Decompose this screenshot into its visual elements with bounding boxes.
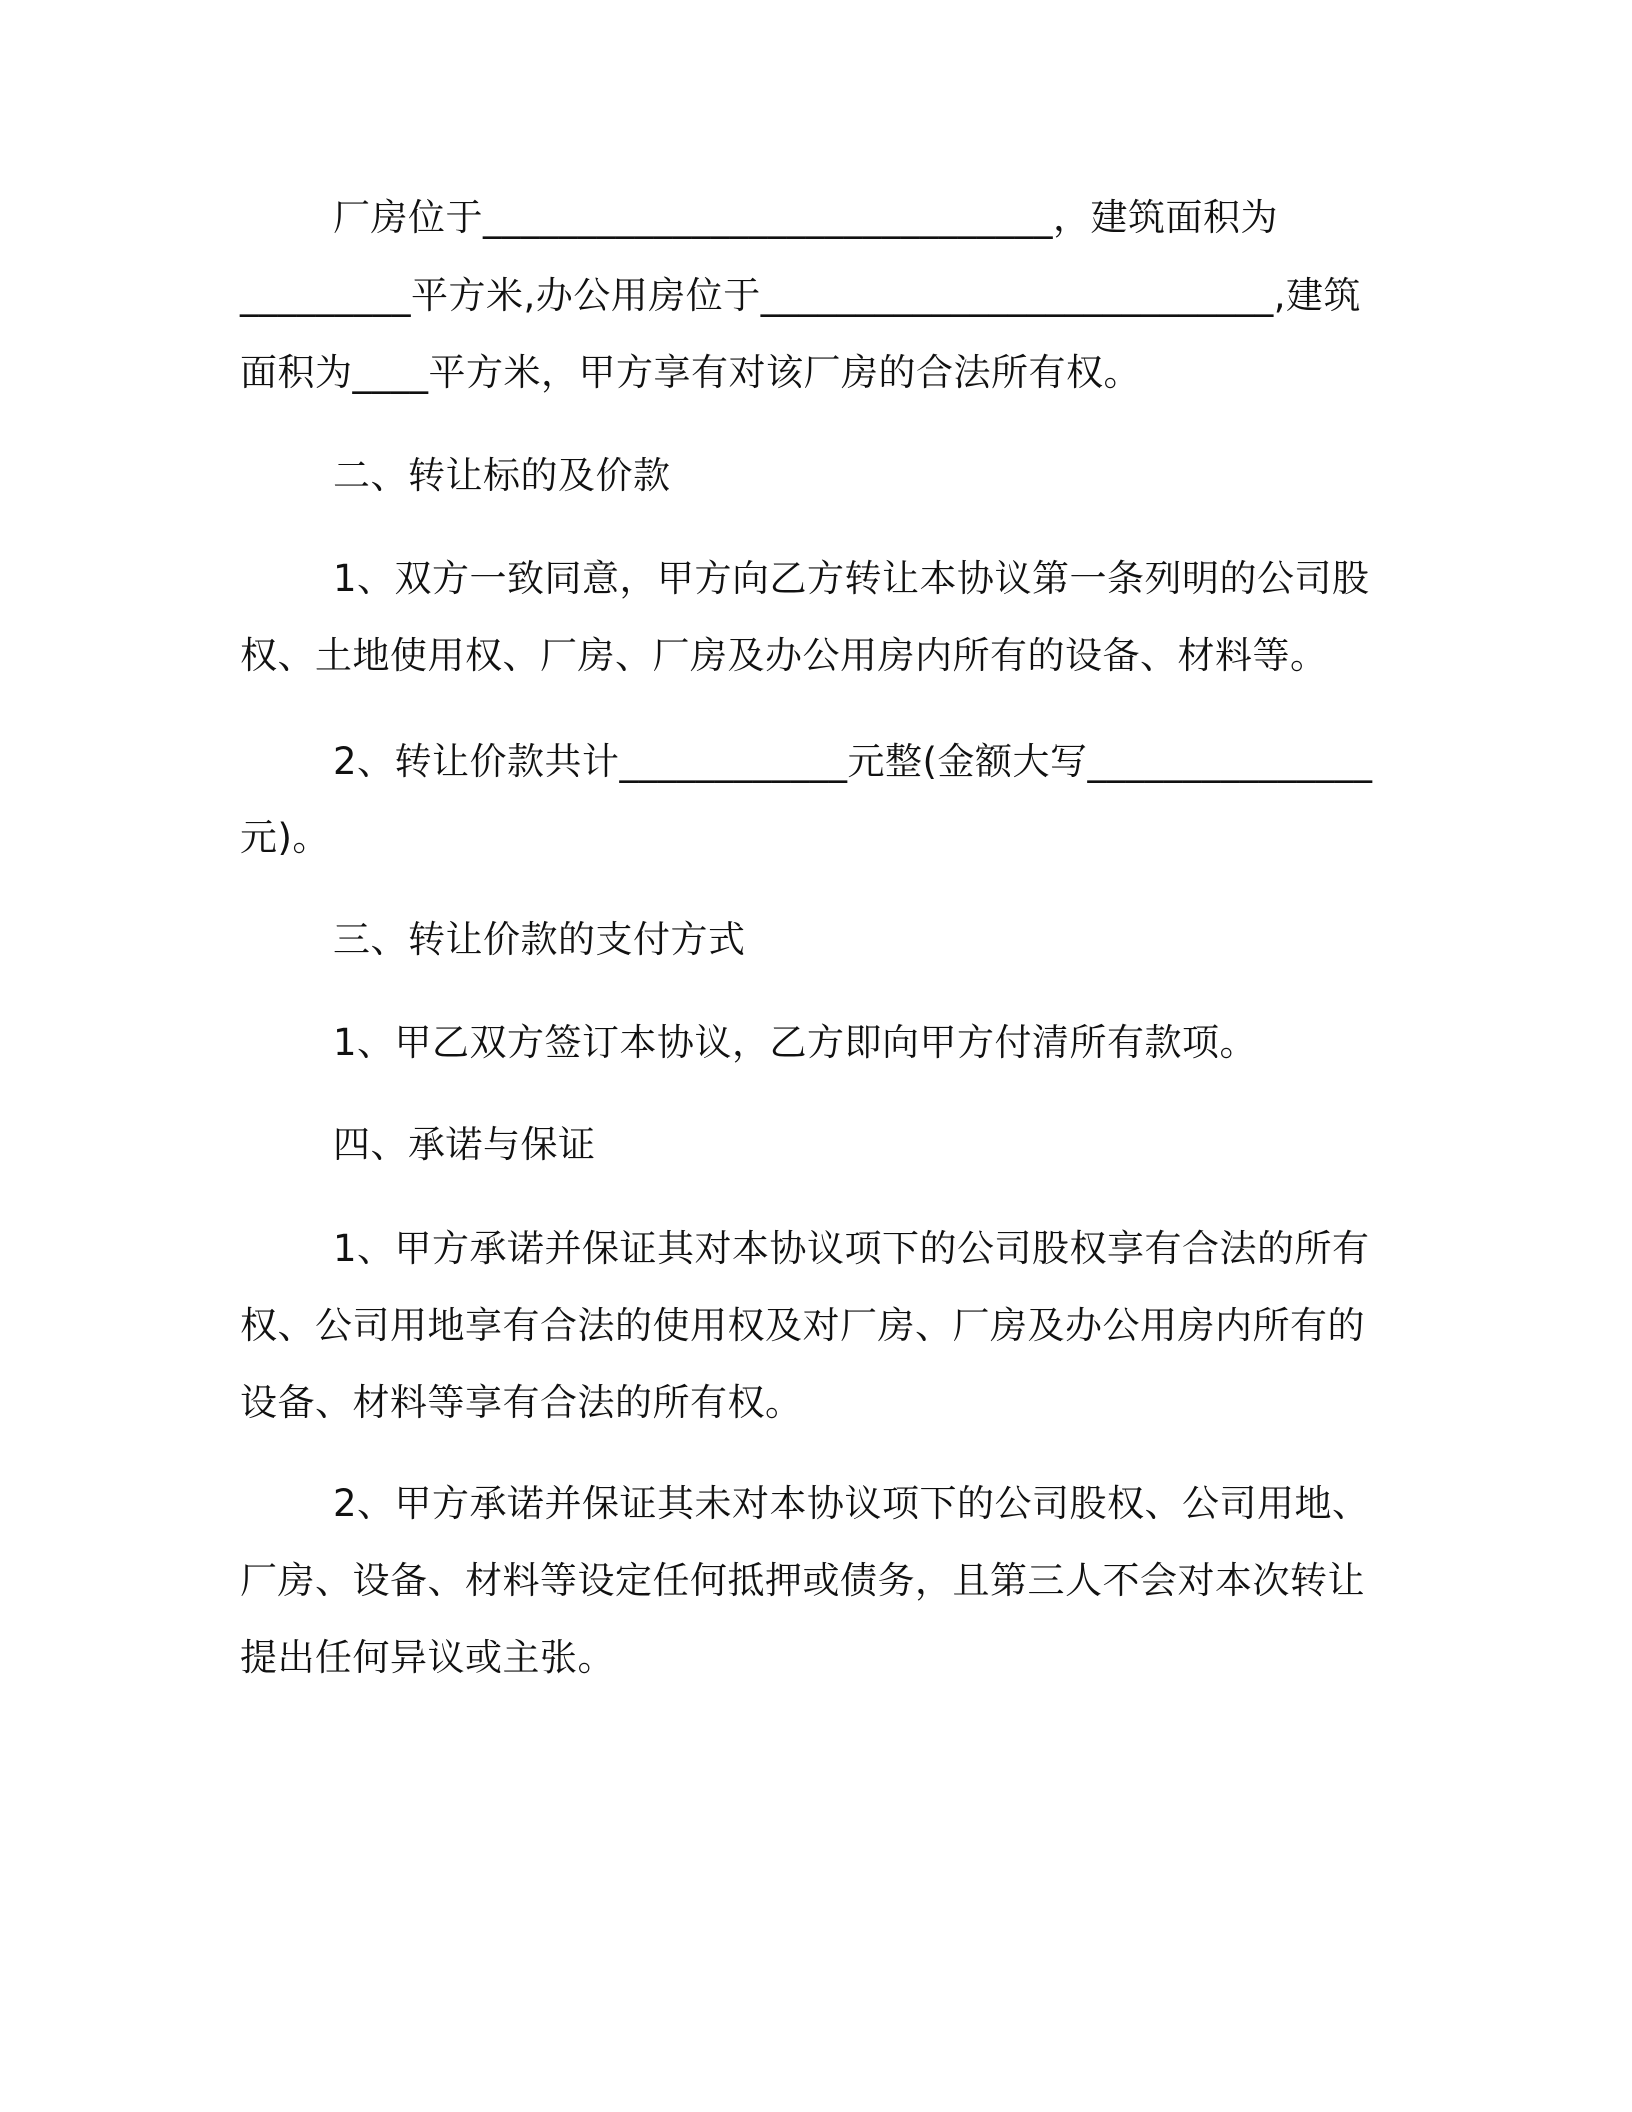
text-line: 设备、材料等享有合法的所有权。	[240, 1381, 803, 1424]
text-line: _________平方米,办公用房位于___________________________,建筑	[240, 274, 1362, 317]
section-heading: 三、转让价款的支付方式	[333, 918, 746, 961]
text-line: 面积为____平方米，甲方享有对该厂房的合法所有权。	[240, 351, 1141, 394]
text-line: 元)。	[240, 816, 330, 859]
text-line: 1、甲方承诺并保证其对本协议项下的公司股权享有合法的所有	[333, 1227, 1370, 1270]
section-heading: 四、承诺与保证	[333, 1123, 596, 1166]
text-line: 厂房位于______________________________，建筑面积为	[333, 196, 1278, 239]
section-heading: 二、转让标的及价款	[333, 454, 671, 497]
text-line: 1、甲乙双方签订本协议，乙方即向甲方付清所有款项。	[333, 1021, 1258, 1064]
text-line: 权、土地使用权、厂房、厂房及办公用房内所有的设备、材料等。	[240, 634, 1328, 677]
text-line: 权、公司用地享有合法的使用权及对厂房、厂房及办公用房内所有的	[240, 1304, 1365, 1347]
text-line: 2、转让价款共计____________元整(金额大写_______________	[333, 740, 1373, 783]
text-line: 厂房、设备、材料等设定任何抵押或债务，且第三人不会对本次转让	[240, 1559, 1365, 1602]
text-line: 2、甲方承诺并保证其未对本协议项下的公司股权、公司用地、	[333, 1482, 1370, 1525]
text-line: 提出任何异议或主张。	[240, 1636, 615, 1679]
text-line: 1、双方一致同意，甲方向乙方转让本协议第一条列明的公司股	[333, 557, 1370, 600]
